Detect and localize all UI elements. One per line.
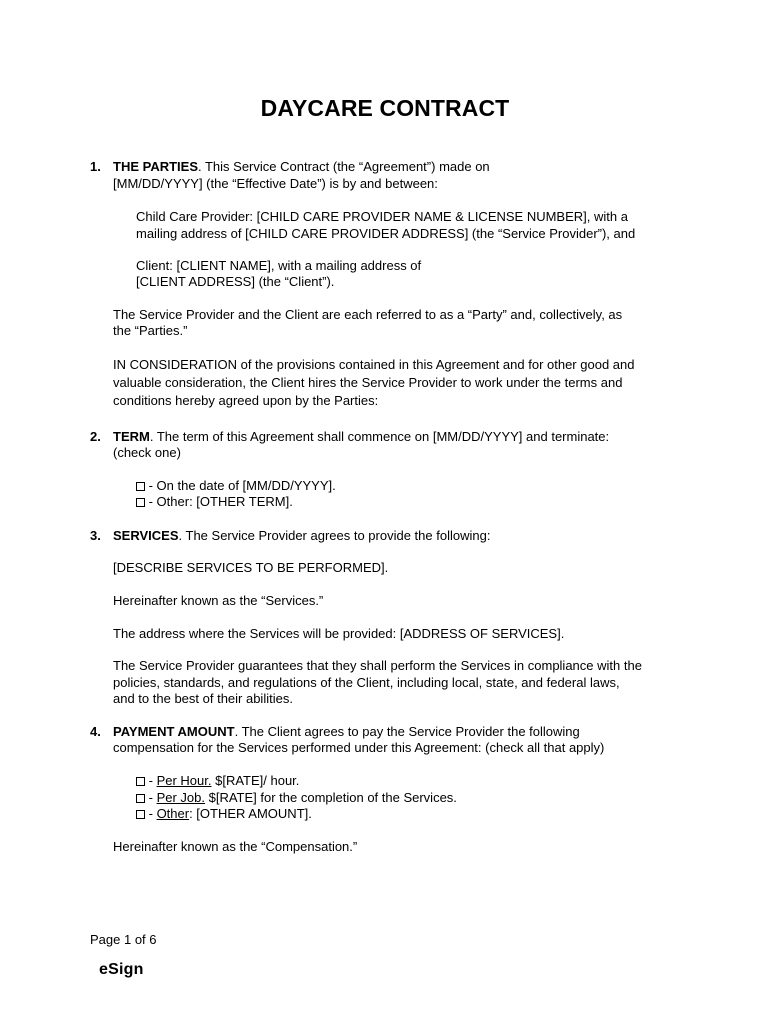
page-number: Page 1 of 6 bbox=[90, 932, 157, 947]
guarantee-line-3: and to the best of their abilities. bbox=[113, 691, 293, 706]
section-1-intro bbox=[113, 158, 490, 175]
section-2-number: 2. bbox=[90, 429, 101, 444]
guarantee-line-2: policies, standards, and regulations of the Client, including local, state, and federal laws, bbox=[113, 675, 620, 690]
term-option-2-label: - Other: [OTHER TERM]. bbox=[145, 494, 293, 509]
section-3-intro bbox=[113, 527, 490, 544]
compensation-known: Hereinafter known as the “Compensation.” bbox=[113, 839, 358, 854]
section-2-intro bbox=[113, 428, 609, 445]
section-3-number: 3. bbox=[90, 528, 101, 543]
term-option-2 bbox=[136, 493, 293, 510]
payment-other-amount: : [OTHER AMOUNT]. bbox=[189, 806, 312, 821]
payment-hour-rate: $[RATE]/ hour. bbox=[211, 773, 300, 788]
guarantee-line-1: The Service Provider guarantees that they shall perform the Services in compliance with the bbox=[113, 658, 642, 673]
section-1-number: 1. bbox=[90, 159, 101, 174]
payment-hour-dash: - bbox=[145, 773, 157, 788]
consideration-line-1: IN CONSIDERATION of the provisions contained in this Agreement and for other good and bbox=[113, 357, 635, 372]
client-line-1: Client: [CLIENT NAME], with a mailing address of bbox=[136, 258, 422, 273]
section-2-text: . The term of this Agreement shall commence on [MM/DD/YYYY] and terminate: bbox=[149, 429, 610, 444]
services-address: The address where the Services will be provided: [ADDRESS OF SERVICES]. bbox=[113, 626, 565, 641]
parties-line-1: The Service Provider and the Client are each referred to as a “Party” and, collectively, as bbox=[113, 307, 623, 322]
services-describe: [DESCRIBE SERVICES TO BE PERFORMED]. bbox=[113, 560, 389, 575]
term-option-1-label: - On the date of [MM/DD/YYYY]. bbox=[145, 478, 336, 493]
section-4-number: 4. bbox=[90, 724, 101, 739]
section-1-heading: THE PARTIES bbox=[113, 159, 198, 174]
provider-line-2: mailing address of [CHILD CARE PROVIDER ADDRESS] (the “Service Provider”), and bbox=[136, 226, 636, 241]
parties-line-2: the “Parties.” bbox=[113, 323, 188, 338]
section-1-line-2: [MM/DD/YYYY] (the “Effective Date”) is by and between: bbox=[113, 176, 438, 191]
term-option-1 bbox=[136, 477, 336, 494]
section-4-text: . The Client agrees to pay the Service Provider the following bbox=[234, 724, 580, 739]
section-1-text: . This Service Contract (the “Agreement”) made on bbox=[198, 159, 490, 174]
payment-other-dash: - bbox=[145, 806, 157, 821]
payment-other-checkbox[interactable] bbox=[136, 810, 145, 819]
services-known: Hereinafter known as the “Services.” bbox=[113, 593, 324, 608]
payment-option-other bbox=[136, 805, 312, 822]
consideration-line-3: conditions hereby agreed upon by the Parties: bbox=[113, 393, 379, 408]
section-2-heading: TERM bbox=[113, 429, 150, 444]
payment-hour-checkbox[interactable] bbox=[136, 777, 145, 786]
payment-job-checkbox[interactable] bbox=[136, 794, 145, 803]
section-4-intro bbox=[113, 723, 580, 740]
payment-job-label: Per Job. bbox=[156, 790, 205, 805]
provider-line-1: Child Care Provider: [CHILD CARE PROVIDER NAME & LICENSE NUMBER], with a bbox=[136, 209, 628, 224]
consideration-line-2: valuable consideration, the Client hires the Service Provider to work under the terms and bbox=[113, 375, 623, 390]
payment-other-label: Other bbox=[156, 806, 190, 821]
section-4-heading: PAYMENT AMOUNT bbox=[113, 724, 235, 739]
section-3-text: . The Service Provider agrees to provide the following: bbox=[178, 528, 491, 543]
section-3-heading: SERVICES bbox=[113, 528, 179, 543]
section-2-line-2: (check one) bbox=[113, 445, 181, 460]
section-4-line-2: compensation for the Services performed under this Agreement: (check all that apply) bbox=[113, 740, 605, 755]
term-option-2-checkbox[interactable] bbox=[136, 498, 145, 507]
client-line-2: [CLIENT ADDRESS] (the “Client”). bbox=[136, 274, 335, 289]
payment-option-job bbox=[136, 789, 457, 806]
payment-hour-label: Per Hour. bbox=[156, 773, 212, 788]
payment-option-hour bbox=[136, 772, 299, 789]
document-title: DAYCARE CONTRACT bbox=[260, 95, 510, 121]
term-option-1-checkbox[interactable] bbox=[136, 482, 145, 491]
esign-logo: eSign bbox=[99, 961, 144, 978]
payment-job-dash: - bbox=[145, 790, 157, 805]
payment-job-rate: $[RATE] for the completion of the Services. bbox=[204, 790, 457, 805]
